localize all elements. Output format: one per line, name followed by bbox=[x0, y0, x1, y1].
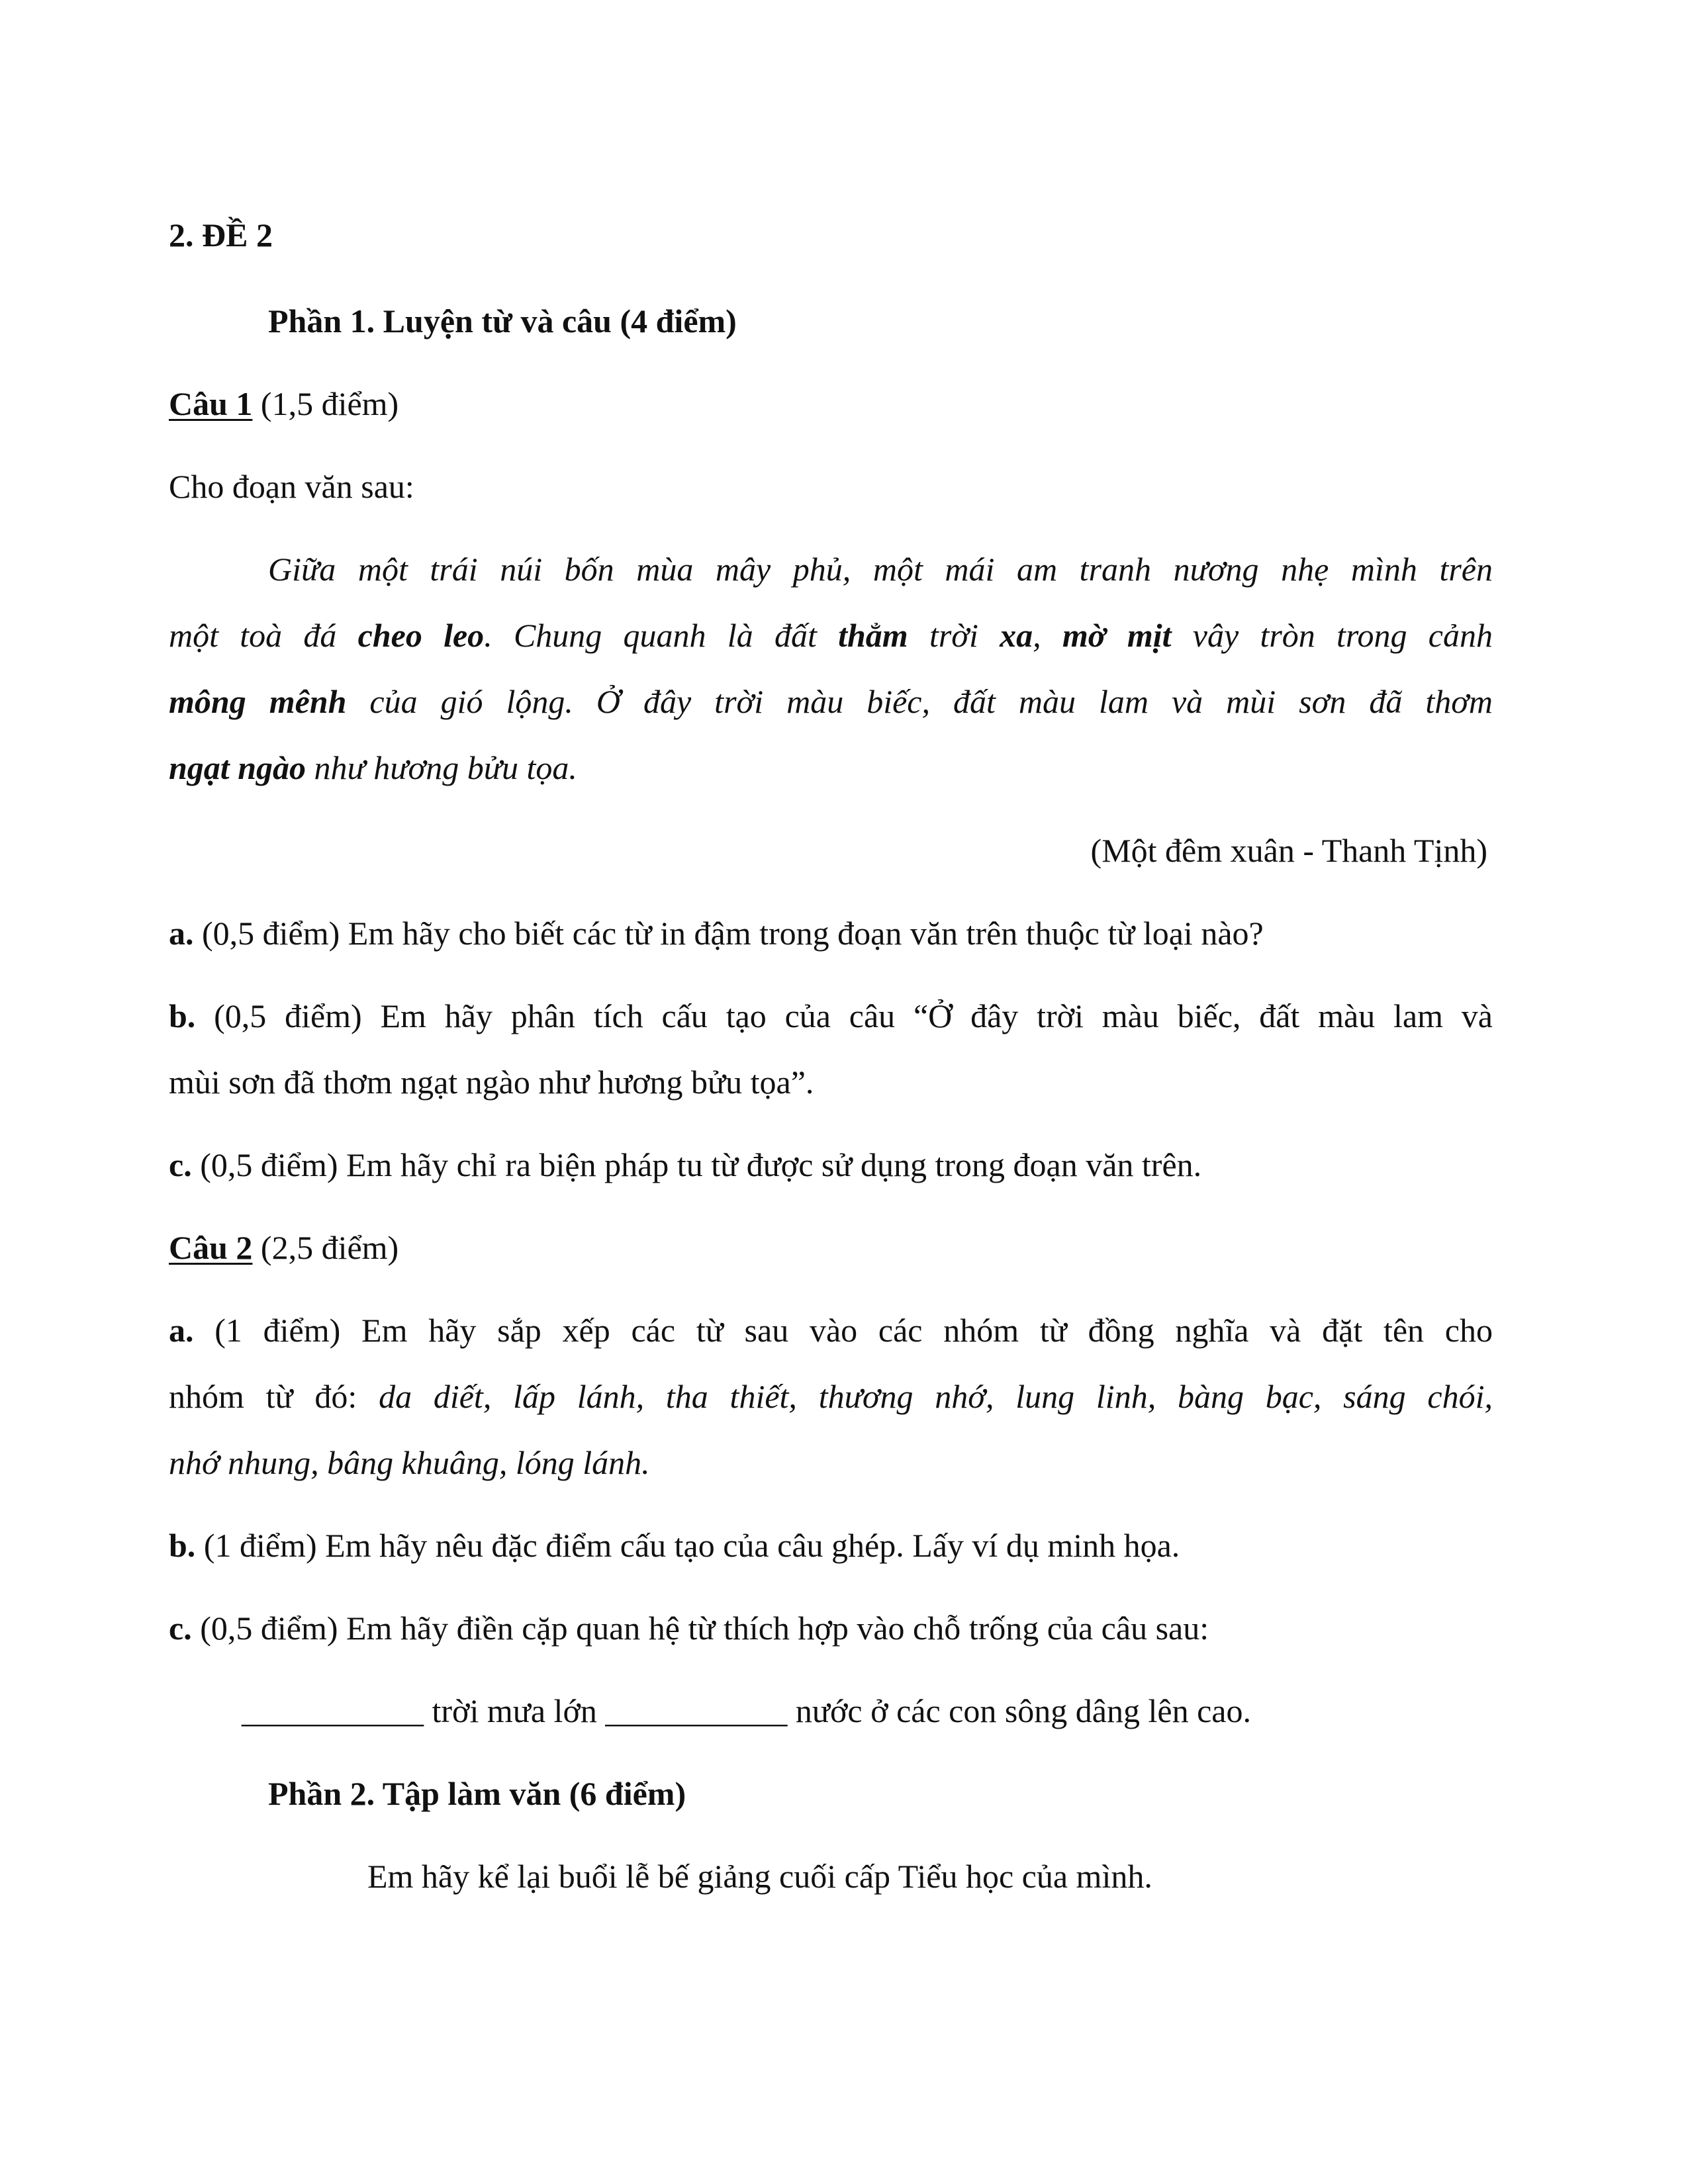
part2-title: Phần 2. Tập làm văn (6 điểm) bbox=[268, 1775, 686, 1812]
q2-a-text: nhóm từ đó: bbox=[169, 1378, 379, 1415]
q1-intro: Cho đoạn văn sau: bbox=[169, 468, 414, 505]
q2-a-line-1 bbox=[169, 1310, 1493, 1350]
bold-word: mờ mịt bbox=[1062, 617, 1172, 654]
q2-c bbox=[169, 1608, 1209, 1648]
passage-text: . Chung quanh là đất bbox=[484, 617, 839, 654]
q2-points: (2,5 điểm) bbox=[260, 1229, 399, 1266]
word-list: da diết, lấp lánh, tha thiết, thương nhớ, lung linh, bàng bạc, sáng chói, bbox=[379, 1378, 1493, 1415]
q2-a-text: (1 điểm) Em hãy sắp xếp các từ sau vào các nhóm từ đồng nghĩa và đặt tên cho bbox=[193, 1312, 1493, 1349]
q1-a-label: a. bbox=[169, 915, 194, 952]
passage-text: một toà đá bbox=[169, 617, 358, 654]
passage-source: (Một đêm xuân - Thanh Tịnh) bbox=[1090, 832, 1487, 869]
q1-label: Câu 1 bbox=[169, 385, 253, 422]
passage-line-1: Giữa một trái núi bốn mùa mây phủ, một mái am tranh nương nhẹ mình trên bbox=[268, 551, 1493, 588]
passage-text: vây tròn trong cảnh bbox=[1171, 617, 1493, 654]
passage-text: của gió lộng. Ở đây trời màu biếc, đất màu lam và mùi sơn đã thơm bbox=[346, 683, 1493, 720]
q2-a-line-2 bbox=[169, 1377, 1493, 1416]
q1-points: (1,5 điểm) bbox=[260, 385, 399, 422]
passage-text: trời bbox=[908, 617, 1000, 654]
bold-word: mông mênh bbox=[169, 683, 347, 720]
passage-line-4 bbox=[169, 748, 577, 788]
q1-c-text: (0,5 điểm) Em hãy chỉ ra biện pháp tu từ được sử dụng trong đoạn văn trên. bbox=[191, 1146, 1202, 1183]
q1-c-label: c. bbox=[169, 1146, 192, 1183]
blank-2: ___________ bbox=[605, 1692, 788, 1729]
passage-text: , bbox=[1033, 617, 1062, 654]
q2-b bbox=[169, 1525, 1180, 1565]
q2-a-label: a. bbox=[169, 1312, 194, 1349]
q2-b-text: (1 điểm) Em hãy nêu đặc điểm cấu tạo của câu ghép. Lấy ví dụ minh họa. bbox=[195, 1527, 1180, 1564]
fill-sentence bbox=[242, 1691, 1251, 1731]
q1-c bbox=[169, 1145, 1201, 1185]
exam-heading: 2. ĐỀ 2 bbox=[169, 216, 273, 253]
q2-label: Câu 2 bbox=[169, 1229, 253, 1266]
part1-title: Phần 1. Luyện từ và câu (4 điểm) bbox=[268, 302, 737, 340]
q2-a-line-3: nhớ nhung, bâng khuâng, lóng lánh. bbox=[169, 1444, 650, 1481]
q1-b-text: (0,5 điểm) Em hãy phân tích cấu tạo của câu “Ở đây trời màu biếc, đất màu lam và bbox=[195, 997, 1493, 1034]
bold-word: thẳm bbox=[838, 617, 908, 654]
fill-text: trời mưa lớn bbox=[424, 1692, 606, 1729]
bold-word: xa bbox=[1000, 617, 1033, 654]
q1-a-text: (0,5 điểm) Em hãy cho biết các từ in đậm trong đoạn văn trên thuộc từ loại nào? bbox=[193, 915, 1264, 952]
blank-1: ___________ bbox=[242, 1692, 424, 1729]
part2-prompt: Em hãy kể lại buổi lễ bế giảng cuối cấp Tiểu học của mình. bbox=[367, 1858, 1152, 1895]
passage-text: như hương bửu tọa. bbox=[306, 749, 577, 786]
bold-word: ngạt ngào bbox=[169, 749, 306, 786]
q1-b-line-1 bbox=[169, 996, 1493, 1036]
q2-header bbox=[169, 1228, 399, 1267]
passage-line-3 bbox=[169, 682, 1493, 721]
q1-header bbox=[169, 384, 399, 424]
q2-c-label: c. bbox=[169, 1610, 192, 1647]
q1-b-line-2: mùi sơn đã thơm ngạt ngào như hương bửu tọa”. bbox=[169, 1064, 814, 1101]
q2-b-label: b. bbox=[169, 1527, 196, 1564]
fill-text: nước ở các con sông dâng lên cao. bbox=[787, 1692, 1251, 1729]
q2-c-text: (0,5 điểm) Em hãy điền cặp quan hệ từ thích hợp vào chỗ trống của câu sau: bbox=[191, 1610, 1209, 1647]
q1-a bbox=[169, 913, 1264, 953]
q1-b-label: b. bbox=[169, 997, 196, 1034]
bold-word: cheo leo bbox=[357, 617, 485, 654]
passage-line-2 bbox=[169, 615, 1493, 655]
